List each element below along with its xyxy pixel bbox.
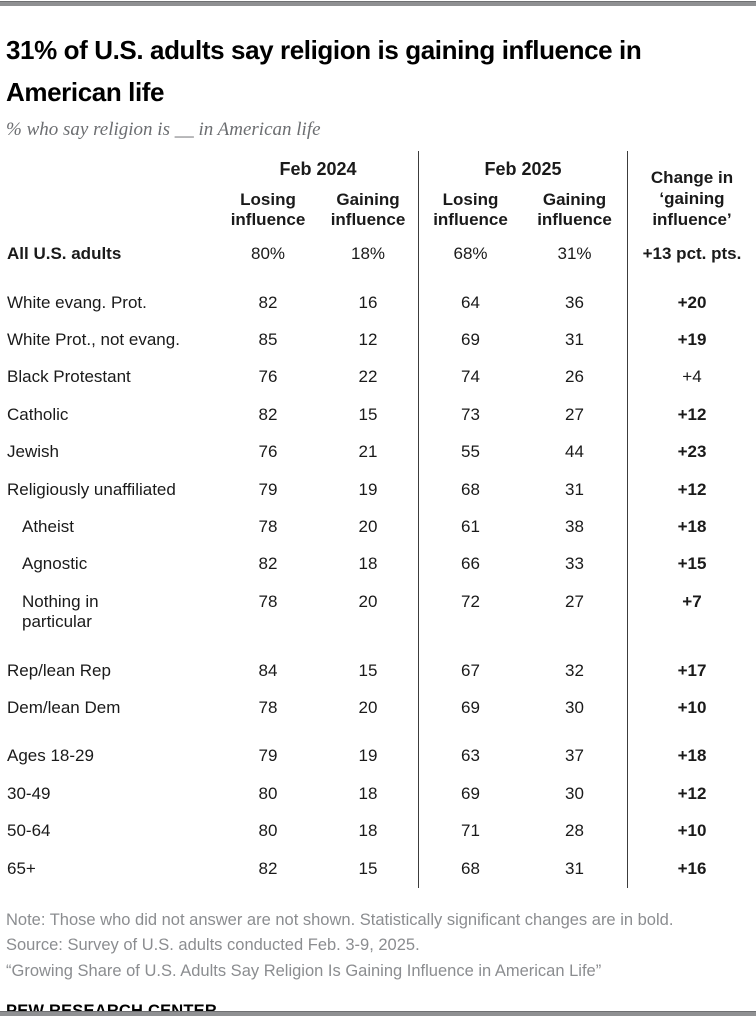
change-cell: +12 — [627, 472, 756, 509]
row-label — [0, 322, 218, 359]
source-text: Source: Survey of U.S. adults conducted Feb. 3-9, 2025. — [6, 936, 420, 955]
value-cell: 37 — [565, 746, 584, 766]
value-cell: 20 — [358, 517, 378, 537]
value-cell: 76 — [258, 442, 278, 462]
value-cell: 79 — [258, 479, 278, 499]
value-cell: 15 — [358, 404, 378, 424]
row-label-text: 65+ — [7, 858, 36, 878]
value-cell: 69 — [418, 690, 522, 727]
value-cell: 79 — [258, 746, 278, 766]
bottom-accent-bar — [0, 1011, 756, 1016]
value-cell: 82 — [258, 858, 278, 878]
change-cell: +19 — [627, 322, 756, 359]
value-cell: 78 — [258, 591, 278, 611]
change-cell: +13 pct. pts. — [627, 236, 756, 273]
value-cell: 80 — [258, 783, 278, 803]
value-cell: 31 — [565, 330, 584, 350]
row-label — [0, 236, 218, 273]
value-cell: 18% — [350, 244, 386, 264]
row-label — [0, 546, 218, 583]
value-cell: 61 — [418, 509, 522, 546]
column-subheader: Losing influence — [230, 190, 306, 230]
value-cell: 30 — [565, 783, 584, 803]
value-cell: 55 — [418, 434, 522, 471]
row-label-text: White Prot., not evang. — [7, 330, 180, 350]
change-cell: +16 — [627, 851, 756, 888]
value-cell: 18 — [358, 554, 378, 574]
column-subheader: Gaining influence — [330, 190, 406, 230]
change-cell: +18 — [627, 509, 756, 546]
value-cell: 63 — [418, 727, 522, 775]
value-cell: 19 — [358, 746, 378, 766]
column-subheader: Losing influence — [418, 182, 522, 236]
value-cell: 20 — [358, 591, 378, 611]
value-cell: 68% — [418, 236, 522, 273]
change-cell: +15 — [627, 546, 756, 583]
value-cell: 69 — [418, 322, 522, 359]
value-cell: 73 — [418, 397, 522, 434]
row-label-text: Jewish — [7, 442, 59, 462]
value-cell: 18 — [358, 783, 378, 803]
value-cell: 66 — [418, 546, 522, 583]
row-label-text: Nothing in particular — [22, 591, 99, 632]
data-table — [0, 151, 756, 888]
row-label — [0, 509, 218, 546]
value-cell: 15 — [358, 858, 378, 878]
row-label — [0, 359, 218, 396]
value-cell: 19 — [358, 479, 378, 499]
value-cell: 72 — [418, 584, 522, 642]
row-label — [0, 584, 218, 642]
value-cell: 67 — [418, 642, 522, 690]
change-cell: +23 — [627, 434, 756, 471]
row-label — [0, 472, 218, 509]
row-label-text: Ages 18-29 — [7, 746, 94, 766]
value-cell: 82 — [258, 404, 278, 424]
row-label — [0, 813, 218, 850]
value-cell: 30 — [565, 697, 584, 717]
subtitle: % who say religion is __ in American life — [6, 119, 321, 141]
value-cell: 16 — [358, 292, 378, 312]
value-cell: 27 — [565, 591, 584, 611]
value-cell: 32 — [565, 660, 584, 680]
value-cell: 44 — [565, 442, 584, 462]
change-cell: +18 — [627, 727, 756, 775]
value-cell: 78 — [258, 697, 278, 717]
column-group-header: Feb 2025 — [418, 151, 627, 182]
value-cell: 36 — [565, 292, 584, 312]
value-cell: 80 — [258, 821, 278, 841]
change-cell: +4 — [627, 359, 756, 396]
change-cell: +7 — [627, 584, 756, 642]
value-cell: 22 — [358, 367, 378, 387]
value-cell: 82 — [258, 292, 278, 312]
value-cell: 12 — [358, 330, 378, 350]
value-cell: 38 — [565, 517, 584, 537]
value-cell: 74 — [418, 359, 522, 396]
row-label-text: Religiously unaffiliated — [7, 479, 176, 499]
row-label — [0, 397, 218, 434]
change-cell: +12 — [627, 776, 756, 813]
row-label — [0, 434, 218, 471]
value-cell: 76 — [258, 367, 278, 387]
row-label-text: Catholic — [7, 404, 69, 424]
row-label — [0, 851, 218, 888]
change-column-header: Change in ‘gaining influence’ — [627, 151, 756, 236]
value-cell: 15 — [358, 660, 378, 680]
value-cell: 78 — [258, 517, 278, 537]
value-cell: 68 — [418, 851, 522, 888]
row-label — [0, 642, 218, 690]
top-accent-bar — [0, 1, 756, 6]
change-cell: +12 — [627, 397, 756, 434]
value-cell: 21 — [358, 442, 378, 462]
quote-text: “Growing Share of U.S. Adults Say Religion Is Gaining Influence in American Life” — [6, 962, 602, 981]
row-label — [0, 690, 218, 727]
row-label — [0, 274, 218, 322]
row-label-text: Atheist — [22, 517, 74, 537]
row-label-text: 30-49 — [7, 783, 51, 803]
row-label-text: 50-64 — [7, 821, 51, 841]
value-cell: 28 — [565, 821, 584, 841]
value-cell: 85 — [258, 330, 278, 350]
row-label-text: Rep/lean Rep — [7, 660, 111, 680]
note-text: Note: Those who did not answer are not shown. Statistically significant changes are in bold. — [6, 910, 674, 929]
change-cell: +10 — [627, 690, 756, 727]
row-label-text: Black Protestant — [7, 367, 131, 387]
value-cell: 27 — [565, 404, 584, 424]
value-cell: 18 — [358, 821, 378, 841]
footer — [6, 908, 750, 1021]
row-label-text: Dem/lean Dem — [7, 697, 121, 717]
change-cell: +10 — [627, 813, 756, 850]
change-cell: +20 — [627, 274, 756, 322]
row-label-text: All U.S. adults — [7, 244, 122, 264]
header-spacer — [0, 182, 218, 236]
column-subheader: Gaining influence — [537, 190, 612, 230]
change-cell: +17 — [627, 642, 756, 690]
value-cell: 64 — [418, 274, 522, 322]
row-label-text: Agnostic — [22, 554, 88, 574]
value-cell: 69 — [418, 776, 522, 813]
value-cell: 84 — [258, 660, 278, 680]
value-cell: 68 — [418, 472, 522, 509]
value-cell: 80% — [250, 244, 286, 264]
value-cell: 20 — [358, 697, 378, 717]
header-spacer — [0, 151, 218, 182]
value-cell: 31 — [565, 858, 584, 878]
value-cell: 31 — [565, 479, 584, 499]
value-cell: 82 — [258, 554, 278, 574]
row-label — [0, 727, 218, 775]
page-title: 31% of U.S. adults say religion is gaining influence in American life — [6, 35, 642, 107]
row-label — [0, 776, 218, 813]
value-cell: 71 — [418, 813, 522, 850]
row-label-text: White evang. Prot. — [7, 292, 147, 312]
value-cell: 33 — [565, 554, 584, 574]
value-cell: 26 — [565, 367, 584, 387]
column-group-header: Feb 2024 — [279, 159, 357, 180]
value-cell: 31% — [557, 244, 592, 264]
